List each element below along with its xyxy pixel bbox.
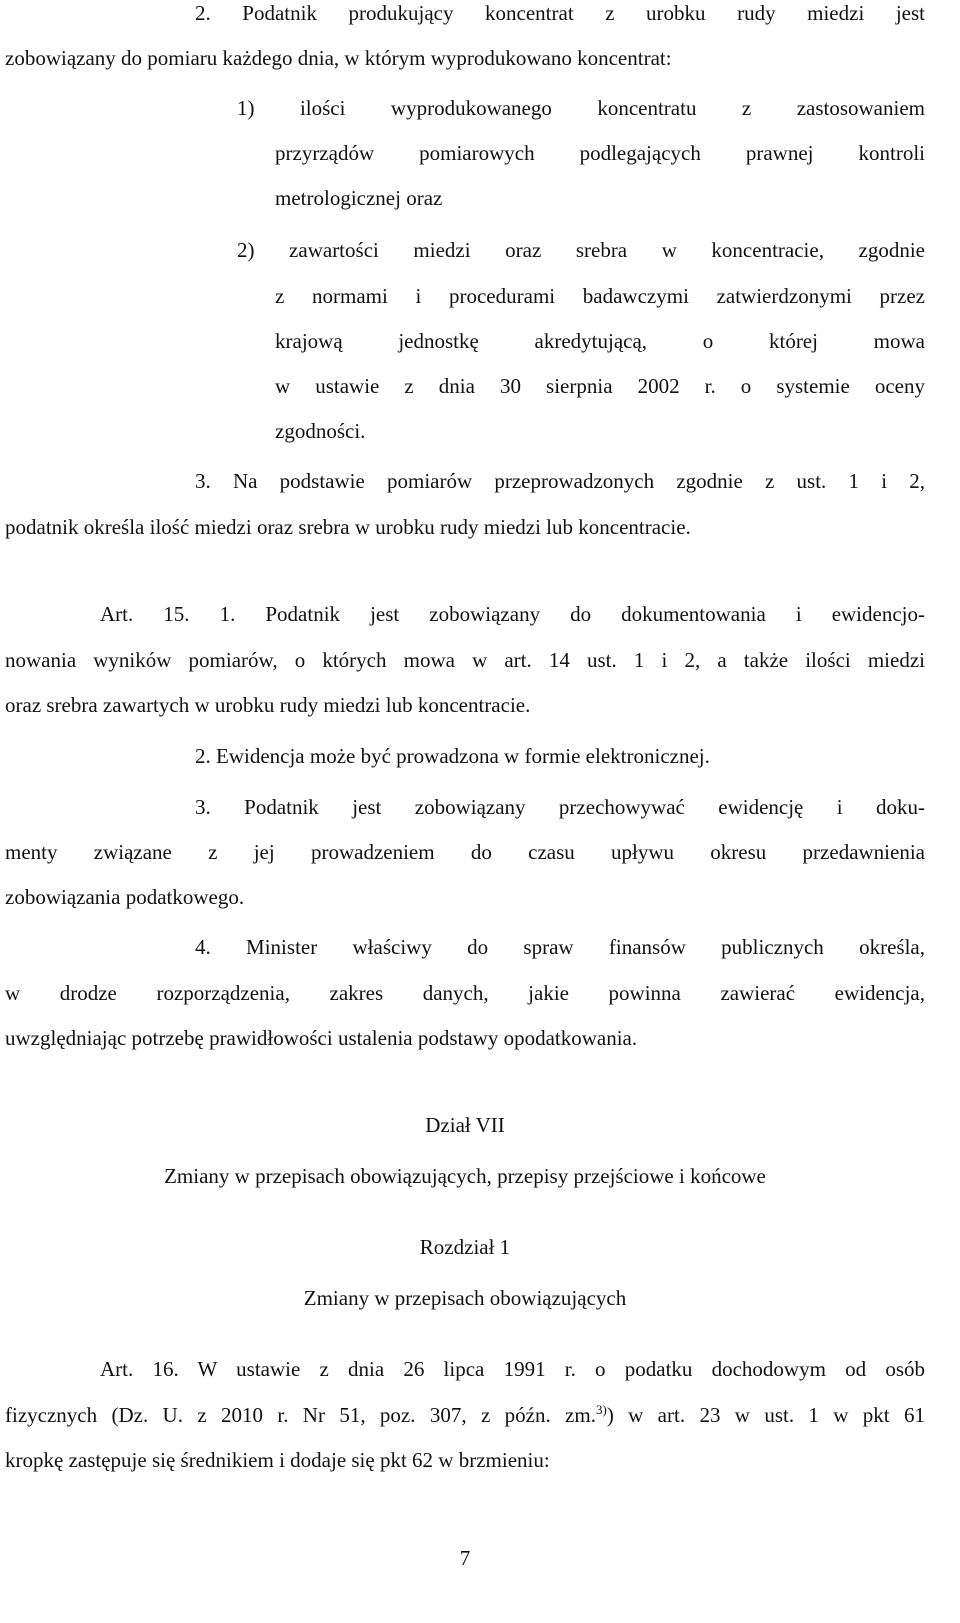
text-line: menty związane z jej prowadzeniem do czasu upływu okresu przedawnienia — [5, 840, 925, 864]
text-line: podatnik określa ilość miedzi oraz srebra w urobku rudy miedzi lub koncentracie. — [5, 515, 691, 539]
list-item-text: 2) zawartości miedzi oraz srebra w koncentracie, zgodnie — [237, 238, 925, 262]
article-heading-line: Art. 16. W ustawie z dnia 26 lipca 1991 r. o podatku dochodowym od osób — [100, 1357, 925, 1381]
list-item-text: metrologicznej oraz — [275, 186, 443, 210]
text-line: 3. Na podstawie pomiarów przeprowadzonych zgodnie z ust. 1 i 2, — [195, 469, 925, 493]
text-line: w drodze rozporządzenia, zakres danych, jakie powinna zawierać ewidencja, — [5, 981, 925, 1005]
chapter-title: Zmiany w przepisach obowiązujących — [303, 1286, 627, 1310]
section-title: Zmiany w przepisach obowiązujących, przepisy przejściowe i końcowe — [164, 1164, 766, 1188]
text-line: oraz srebra zawartych w urobku rudy miedzi lub koncentracie. — [5, 693, 531, 717]
list-item-text: 1) ilości wyprodukowanego koncentratu z zastosowaniem — [237, 96, 925, 120]
chapter-heading: Rozdział 1 — [419, 1235, 511, 1259]
text-line: 4. Minister właściwy do spraw finansów publicznych określa, — [195, 935, 925, 959]
text-line: uwzględniając potrzebę prawidłowości ustalenia podstawy opodatkowania. — [5, 1026, 638, 1050]
list-item-text: przyrządów pomiarowych podlegających prawnej kontroli — [275, 141, 925, 165]
section-heading: Dział VII — [425, 1113, 505, 1137]
text-line: 2. Ewidencja może być prowadzona w formie elektronicznej. — [195, 744, 710, 768]
text-line: zobowiązania podatkowego. — [5, 885, 245, 909]
text-line: zobowiązany do pomiaru każdego dnia, w którym wyprodukowano koncentrat: — [5, 46, 672, 70]
text-line: nowania wyników pomiarów, o których mowa w art. 14 ust. 1 i 2, a także ilości miedzi — [5, 648, 925, 672]
text-line — [5, 1400, 925, 1430]
list-item-text: krajową jednostkę akredytującą, o której mowa — [275, 329, 925, 353]
text-line: 3. Podatnik jest zobowiązany przechowywać ewidencję i doku- — [195, 795, 925, 819]
footnote-reference: 3) — [595, 1402, 607, 1417]
page-number: 7 — [459, 1546, 471, 1570]
list-item-text: z normami i procedurami badawczymi zatwierdzonymi przez — [275, 284, 925, 308]
text-fragment: ) w art. 23 w ust. 1 w pkt 61 — [606, 1403, 925, 1427]
text-line: kropkę zastępuje się średnikiem i dodaje się pkt 62 w brzmieniu: — [5, 1448, 550, 1472]
text-line: 2. Podatnik produkujący koncentrat z urobku rudy miedzi jest — [195, 1, 925, 25]
list-item-text: w ustawie z dnia 30 sierpnia 2002 r. o systemie oceny — [275, 374, 925, 398]
text-fragment: fizycznych (Dz. U. z 2010 r. Nr 51, poz. 307, z późn. zm. — [5, 1403, 596, 1427]
list-item-text: zgodności. — [275, 419, 366, 443]
article-heading-line: Art. 15. 1. Podatnik jest zobowiązany do dokumentowania i ewidencjo- — [100, 602, 925, 626]
